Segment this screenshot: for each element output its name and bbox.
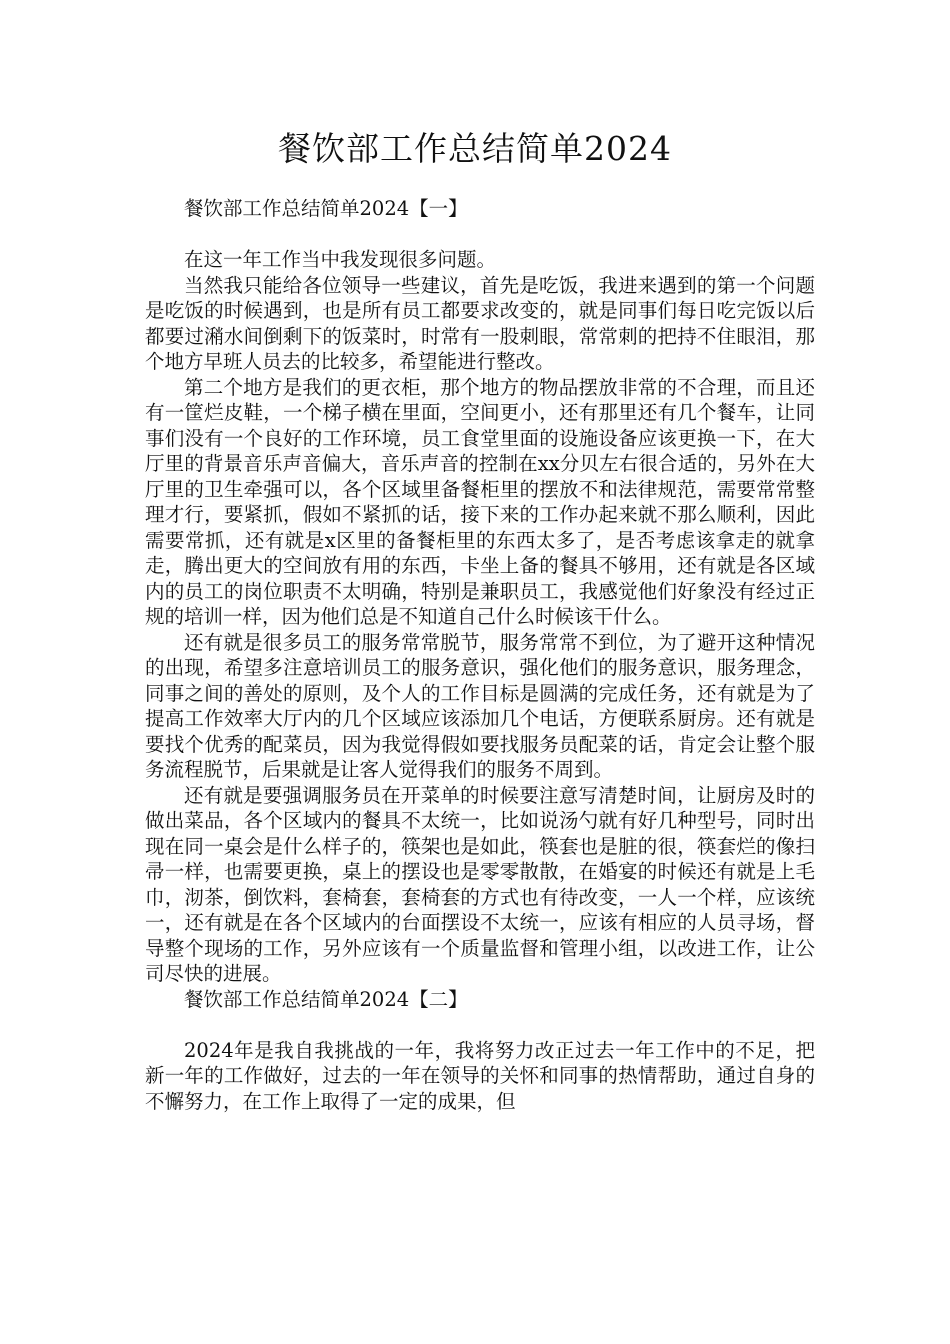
paragraph: 还有就是很多员工的服务常常脱节，服务常常不到位，为了避开这种情况的出现，希望多注意培训员工的服务意识，强化他们的服务意识，服务理念，同事之间的善处的原则，及个人的工作目标是圆满的完成任务，还有就是为了提高工作效率大厅内的几个区域应该添加几个电话，方便联系厨房。还有就是要找个优秀的配菜员，因为我觉得假如要找服务员配菜的话，肯定会让整个服务流程脱节，后果就是让客人觉得我们的服务不周到。 [145,630,815,781]
paragraph: 当然我只能给各位领导一些建议，首先是吃饭，我进来遇到的第一个问题是吃饭的时候遇到，也是所有员工都要求改变的，就是同事们每日吃完饭以后都要过潲水间倒剩下的饭菜时，时常有一股刺眼，常常刺的把持不住眼泪，那个地方早班人员去的比较多，希望能进行整改。 [145,273,815,373]
document-title: 餐饮部工作总结简单2024 [278,129,672,168]
paragraph: 第二个地方是我们的更衣柜，那个地方的物品摆放非常的不合理，而且还有一筐烂皮鞋，一个梯子横在里面，空间更小，还有那里还有几个餐车，让同事们没有一个良好的工作环境，员工食堂里面的设施设备应该更换一下，在大厅里的背景音乐声音偏大，音乐声音的控制在xx分贝左右很合适的，另外在大厅里的卫生牵强可以，各个区域里备餐柜里的摆放不和法律规范，需要常常整理才行，要紧抓，假如不紧抓的话，接下来的工作办起来就不那么顺利，因此需要常抓，还有就是x区里的备餐柜里的东西太多了，是否考虑该拿走的就拿走，腾出更大的空间放有用的东西，卡坐上备的餐具不够用，还有就是各区域内的员工的岗位职责不太明确，特别是兼职员工，我感觉他们好象没有经过正规的培训一样，因为他们总是不知道自己什么时候该干什么。 [145,375,815,628]
document-body [145,196,815,1114]
section-heading: 餐饮部工作总结简单2024【一】 [184,197,468,220]
paragraph: 2024年是我自我挑战的一年，我将努力改正过去一年工作中的不足，把新一年的工作做好，过去的一年在领导的关怀和同事的热情帮助，通过自身的不懈努力，在工作上取得了一定的成果，但 [145,1038,815,1113]
section-heading: 餐饮部工作总结简单2024【二】 [184,987,468,1011]
paragraph: 还有就是要强调服务员在开菜单的时候要注意写清楚时间，让厨房及时的做出菜品，各个区域内的餐具不太统一，比如说汤勺就有好几种型号，同时出现在同一桌会是什么样子的，筷架也是如此，筷套也是脏的很，筷套烂的像扫帚一样，也需要更换，桌上的摆设也是零零散散，在婚宴的时候还有就是上毛巾，沏茶，倒饮料，套椅套，套椅套的方式也有待改变，一人一个样，应该统一，还有就是在各个区域内的台面摆设不太统一，应该有相应的人员寻场，督导整个现场的工作，另外应该有一个质量监督和管理小组，以改进工作，让公司尽快的进展。 [145,783,815,985]
paragraph: 在这一年工作当中我发现很多问题。 [184,248,497,271]
